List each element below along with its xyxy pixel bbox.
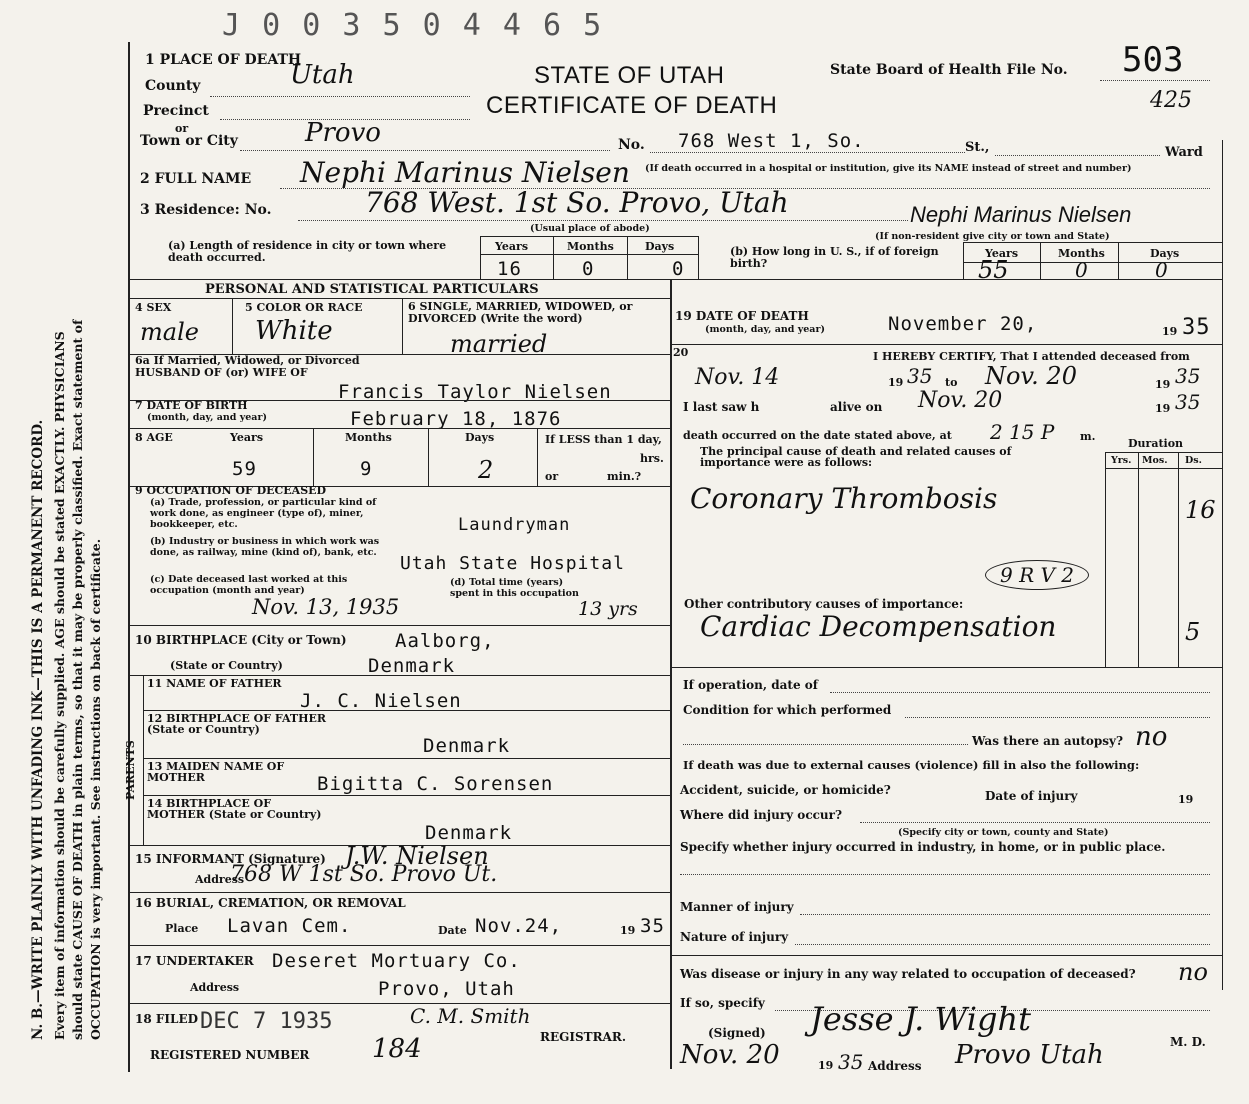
dob-value: February 18, 1876 [350,408,562,430]
or-min-label: or [545,470,559,483]
burial-place: Lavan Cem. [227,915,352,937]
physician-date: Nov. 20 [680,1040,780,1070]
cause-label [700,446,1045,468]
parents-side-label: PARENTS [124,740,137,800]
precinct-label: Precinct [143,103,209,119]
birthplace-state-label: (State or Country) [170,659,283,672]
last-saw-year: 35 [1175,390,1201,414]
birthplace-label: 10 BIRTHPLACE (City or Town) [135,633,347,647]
mother-birthplace-text: 14 BIRTHPLACE OF MOTHER (State or Country) [147,797,322,821]
burial-year: 35 [640,915,665,937]
registrar-signature: C. M. Smith [410,1004,531,1028]
age-years: 59 [232,458,257,480]
external-label: If death was due to external causes (violence) fill in also the following: [683,758,1140,772]
age-months: 9 [360,458,373,480]
full-name-value: Nephi Marinus Nielsen [300,156,630,189]
ward-label: Ward [1165,145,1203,160]
years-header: Years [495,240,529,253]
certify-from: Nov. 14 [695,365,780,390]
certify-to-year-prefix: 19 [1155,378,1171,391]
corner-number: 425 [1150,88,1192,113]
race-label: 5 COLOR OR RACE [245,301,363,314]
certify-text: I HEREBY CERTIFY, That I attended deceased from [873,350,1190,363]
marital-text: 6 SINGLE, MARRIED, WIDOWED, or DIVORCED (Write the word) [408,300,633,325]
last-saw-year-prefix: 19 [1155,402,1171,415]
town-label: Town or City [140,133,238,149]
injury-year-label: 19 [1178,793,1194,806]
county-label: County [145,78,201,94]
physician-year: 35 [838,1050,864,1074]
mother-birthplace: Denmark [425,822,513,844]
specify-label: Specify whether injury occurred in industry, in home, or in public place. [680,840,1166,854]
duration-yrs-label: Yrs. [1111,455,1132,466]
informant-signature: J.W. Nielsen [345,842,489,870]
certify-to: Nov. 20 [985,362,1077,390]
street-value: 768 West 1, So. [678,130,865,152]
spouse-label [135,355,395,379]
age-days: 2 [478,456,494,484]
us-years: 55 [978,256,1009,284]
board-label: State Board of Health File No. [830,62,1068,78]
sex-label: 4 SEX [135,301,172,314]
us-days-header: Days [1150,247,1180,260]
occupation-b-text: (b) Industry or business in which work was done, as railway, mine (kind of), bank, etc. [150,536,380,558]
date-of-death-label: 19 DATE OF DEATH [675,309,809,323]
residence-label: 3 Residence: No. [140,202,272,218]
mother-text: 13 MAIDEN NAME OF MOTHER [147,760,285,784]
personal-header: PERSONAL AND STATISTICAL PARTICULARS [205,282,539,297]
registrar-label: REGISTRAR. [540,1030,627,1044]
file-number: 503 [1122,40,1184,80]
mother-birthplace-label [147,798,327,820]
father-value: J. C. Nielsen [300,690,462,712]
death-time-label: death occurred on the date stated above, at [683,429,952,442]
occupation-c-label [150,574,390,596]
nature-label: Nature of injury [680,930,789,944]
us-days: 0 [1155,258,1168,282]
dob-sub: (month, day, and year) [147,412,267,423]
occupation-d-value: 13 yrs [578,598,638,620]
physician-signature: Jesse J. Wight [810,1000,1031,1038]
informant-address-label: Address [195,873,245,886]
undertaker-address: Provo, Utah [378,978,515,1000]
circle-note: 9 R V 2 [985,560,1089,590]
father-birthplace-label [147,713,327,735]
last-saw-label: I last saw h [683,400,760,414]
physician-year-prefix: 19 [818,1059,834,1072]
duration-label: Duration [1128,437,1184,450]
burial-date-label: Date [438,924,467,937]
date-of-death-value: November 20, [888,313,1038,335]
last-saw-value: Nov. 20 [918,388,1003,413]
father-birthplace-text: 12 BIRTHPLACE OF FATHER (State or Country) [147,712,327,736]
marital-value: married [450,330,548,358]
certify-from-year: 35 [907,364,933,388]
filed-label: 18 FILED [135,1012,198,1026]
burial-year-prefix: 19 [620,924,636,937]
occupation-label: 9 OCCUPATION OF DECEASED [135,484,327,497]
min-label: min.? [607,470,642,483]
occupation-b-label [150,536,400,558]
st-label: St., [965,140,990,155]
father-label [147,678,287,689]
us-months: 0 [1075,258,1088,282]
death-time-value: 2 15 P [990,420,1055,444]
dob-label: 7 DATE OF BIRTH [135,399,248,412]
certificate-title: CERTIFICATE OF DEATH [486,92,778,119]
age-label: 8 AGE [135,431,173,444]
manner-label: Manner of injury [680,900,794,914]
race-value: White [255,316,333,346]
us-years-header: Years [985,247,1019,260]
informant-address: 768 W 1st So. Provo Ut. [230,862,498,887]
physician-address-label: Address [868,1059,922,1073]
occupation-a-value: Laundryman [458,515,571,535]
hrs-label: hrs. [640,452,664,465]
operation-label: If operation, date of [683,678,818,692]
street-no-label: No. [618,137,645,153]
where-note: (Specify city or town, county and State) [898,827,1109,838]
margin-line-1: N. B.—WRITE PLAINLY WITH UNFADING INK—THIS IS A PERMANENT RECORD. [30,419,46,1040]
hospital-note: (If death occurred in a hospital or institution, give its NAME instead of street and number) [645,163,1132,174]
registered-number-label: REGISTERED NUMBER [150,1048,310,1062]
residence-years: 16 [497,258,522,280]
margin-line-2: Every item of information should be carefully supplied. AGE should be stated EXACTLY. PHYSICIANS [52,331,67,1040]
occupation-c-value: Nov. 13, 1935 [252,595,400,619]
full-name-label: 2 FULL NAME [140,171,252,187]
undertaker-name: Deseret Mortuary Co. [272,950,521,972]
occupation-a-text: (a) Trade, profession, or particular kind of work done, as engineer (type of), miner, bookkeeper, etc. [150,497,377,530]
alive-on-label: alive on [830,400,883,414]
burial-date: Nov.24, [475,915,563,937]
town-value: Provo [305,118,381,148]
undertaker-address-label: Address [190,981,240,994]
days-header: Days [645,240,675,253]
related-value: no [1178,958,1208,986]
burial-label: 16 BURIAL, CREMATION, OR REMOVAL [135,896,406,910]
birthplace-city: Aalborg, [395,630,495,652]
contrib-label: Other contributory causes of importance: [684,597,964,611]
signed-label: (Signed) [708,1026,766,1040]
age-years-label: Years [230,431,264,444]
us-months-header: Months [1058,247,1105,260]
date-of-death-year: 35 [1182,315,1211,340]
occupation-c-text: (c) Date deceased last worked at this occupation (month and year) [150,574,348,596]
county-value: Utah [290,60,355,90]
duration-ds-label: Ds. [1185,455,1202,466]
certify-to-year: 35 [1175,364,1201,388]
injury-date-label: Date of injury [985,789,1078,803]
certify-to-label: to [945,376,958,389]
residence-days: 0 [672,258,685,280]
months-header: Months [567,240,614,253]
cause-value: Coronary Thrombosis [690,482,998,515]
cause-text: The principal cause of death and related causes of importance were as follows: [700,445,1012,469]
spouse-text: 6a If Married, Widowed, or Divorced HUSBAND OF (or) WIFE OF [135,354,360,379]
contrib-days: 5 [1185,618,1201,646]
or-label: or [175,122,189,135]
usual-abode-note: (Usual place of abode) [530,223,650,234]
nonresident-note: (If non-resident give city or town and State) [875,231,1110,242]
certify-from-year-prefix: 19 [888,376,904,389]
certify-num: 20 [673,346,689,359]
accident-label: Accident, suicide, or homicide? [680,783,891,797]
sex-value: male [140,318,199,346]
age-days-label: Days [465,431,495,444]
undertaker-label: 17 UNDERTAKER [135,954,254,968]
date-of-death-year-prefix: 19 [1162,325,1178,338]
if-so-label: If so, specify [680,996,765,1010]
occupation-a-label [150,497,405,530]
us-residence-text: (b) How long in U. S., if of foreign birth? [730,245,939,270]
mother-value: Bigitta C. Sorensen [317,773,554,795]
margin-line-3: should state CAUSE OF DEATH in plain terms, so that it may be properly classified. Exact statement of [70,319,85,1040]
autopsy-value: no [1135,722,1168,752]
residence-months: 0 [582,258,595,280]
margin-line-4: OCCUPATION is very important. See instructions on back of certificate. [88,538,103,1040]
death-time-m: m. [1080,430,1096,443]
marital-label [408,301,666,325]
contrib-value: Cardiac Decompensation [700,610,1057,643]
occupation-b-value: Utah State Hospital [400,553,625,574]
duration-mos-label: Mos. [1142,455,1168,466]
informant-label: 15 INFORMANT (Signature) [135,852,326,866]
place-of-death-label: 1 PLACE OF DEATH [145,52,302,68]
spouse-value: Francis Taylor Nielsen [338,381,612,403]
related-label: Was disease or injury in any way related to occupation of deceased? [680,967,1136,981]
residence-value: 768 West. 1st So. Provo, Utah [365,186,789,219]
filed-date: DEC 7 1935 [200,1009,333,1034]
length-residence-label [168,240,468,264]
autopsy-label: Was there an autopsy? [972,734,1124,748]
registered-number: 184 [372,1034,422,1064]
burial-place-label: Place [165,922,199,935]
occupation-d-label [450,577,590,599]
residence-typed-name: Nephi Marinus Nielsen [910,202,1132,227]
condition-label: Condition for which performed [683,703,892,717]
mother-label [147,761,307,783]
father-text: 11 NAME OF FATHER [147,677,282,690]
md-label: M. D. [1170,1035,1206,1049]
state-title: STATE OF UTAH [534,62,725,89]
less-than-label: If LESS than 1 day, [545,433,662,446]
father-birthplace: Denmark [423,735,511,757]
birthplace-country: Denmark [368,655,456,677]
cause-days: 16 [1185,496,1216,524]
physician-address: Provo Utah [955,1040,1104,1070]
serial-number: J 0 0 3 5 0 4 4 6 5 [222,8,604,43]
age-months-label: Months [345,431,392,444]
where-label: Where did injury occur? [680,808,843,822]
length-residence-text: (a) Length of residence in city or town where death occurred. [168,239,447,264]
date-of-death-sub: (month, day, and year) [705,324,825,335]
occupation-d-text: (d) Total time (years) spent in this occupation [450,577,579,599]
us-residence-label [730,246,955,270]
